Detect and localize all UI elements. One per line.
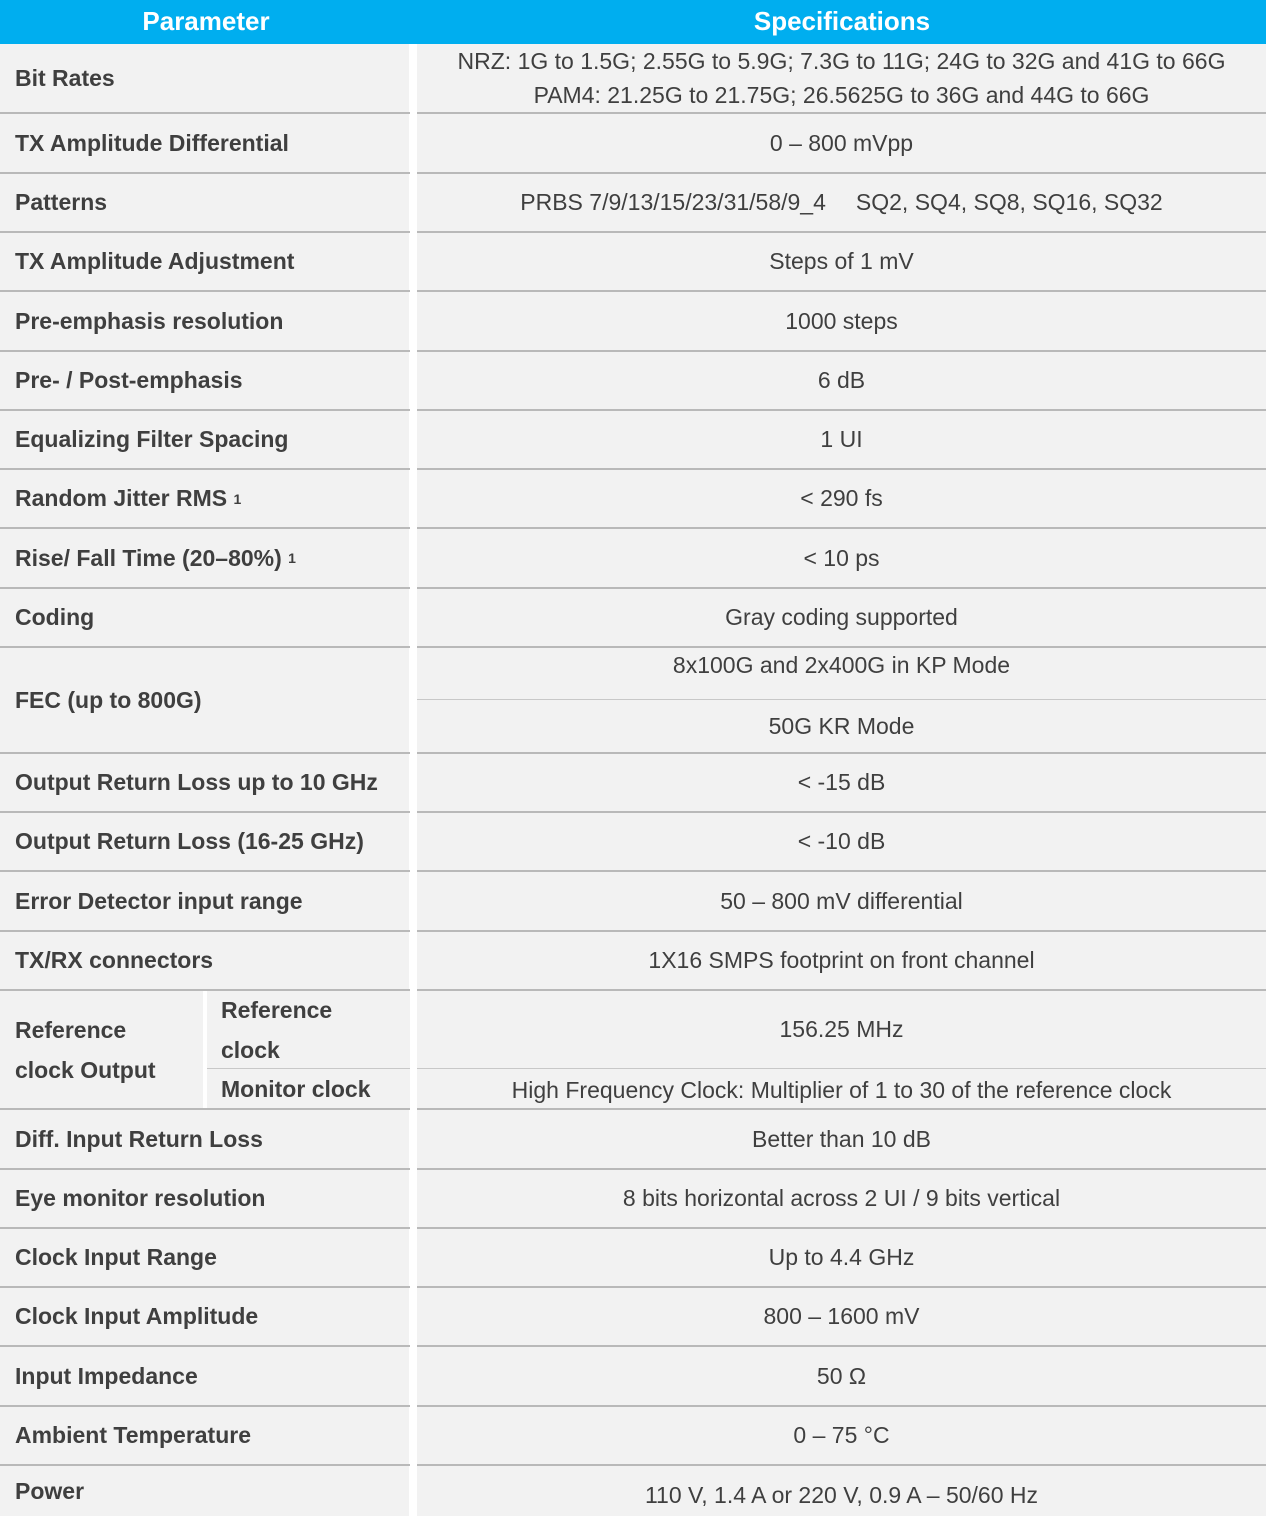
spec-value: Gray coding supported — [725, 604, 958, 630]
param-label: Input Impedance — [15, 1362, 198, 1389]
spec-value: 50 – 800 mV differential — [720, 887, 963, 914]
param-label: Clock Input Amplitude — [15, 1303, 259, 1329]
spec-pre-emphasis-resolution — [417, 292, 1266, 350]
spec-equalizing-filter-spacing — [417, 411, 1266, 468]
param-label: clock Output — [15, 1056, 156, 1083]
param-label: Power — [15, 1477, 85, 1504]
spec-value: 1 UI — [820, 426, 863, 452]
param-label: Pre- / Post-emphasis — [15, 367, 243, 393]
param-bit-rates — [0, 44, 409, 112]
spec-fec-kp — [417, 648, 1266, 699]
param-label: Coding — [15, 604, 95, 630]
param-label: Output Return Loss up to 10 GHz — [15, 769, 378, 795]
param-label: Ambient Temperature — [15, 1422, 252, 1448]
param-patterns — [0, 174, 409, 231]
spec-line: PAM4: 21.25G to 21.75G; 26.5625G to 36G and 44G to 66G — [533, 82, 1150, 108]
header-parameter: Parameter — [142, 6, 270, 36]
param-label: Reference — [15, 1016, 127, 1043]
header-specifications: Specifications — [753, 6, 931, 36]
spec-diff-input-return-loss — [417, 1110, 1266, 1168]
param-eye-monitor-resolution — [0, 1170, 409, 1227]
param-error-detector-input-range — [0, 872, 409, 930]
spec-tx-amplitude-differential — [417, 114, 1266, 172]
spec-power — [417, 1466, 1266, 1516]
param-random-jitter-rms — [0, 470, 409, 527]
param-output-return-loss-10ghz — [0, 754, 409, 811]
spec-value: 8 bits horizontal across 2 UI / 9 bits vertical — [622, 1185, 1061, 1211]
param-label: Bit Rates — [15, 64, 115, 91]
param-power — [0, 1466, 409, 1516]
param-output-return-loss-16-25ghz — [0, 813, 409, 870]
spec-value: SQ2, SQ4, SQ8, SQ16, SQ32 — [855, 189, 1163, 215]
param-ambient-temperature — [0, 1407, 409, 1464]
param-label: Rise/ Fall Time (20–80%) — [15, 544, 282, 571]
param-label: TX Amplitude Differential — [15, 129, 289, 156]
sub-param-monitor-clock — [207, 1069, 410, 1108]
footnote-marker: 1 — [288, 550, 296, 566]
footnote-marker: 1 — [233, 490, 242, 507]
spec-value: 50G KR Mode — [768, 712, 915, 739]
param-label: Output Return Loss (16-25 GHz) — [15, 828, 364, 854]
spec-value: 0 – 800 mVpp — [769, 129, 914, 156]
spec-value: Steps of 1 mV — [769, 248, 914, 274]
sub-param-reference-clock — [207, 991, 410, 1068]
param-reference-clock-output — [0, 991, 203, 1108]
spec-value: 1000 steps — [785, 307, 898, 334]
param-label: Clock Input Range — [15, 1244, 217, 1270]
spec-clock-input-range — [417, 1229, 1266, 1286]
sub-param-label: Monitor clock — [221, 1075, 371, 1102]
spec-input-impedance — [417, 1347, 1266, 1405]
spec-value: 6 dB — [817, 367, 866, 393]
param-label: Diff. Input Return Loss — [15, 1125, 263, 1152]
param-label: Error Detector input range — [15, 887, 303, 914]
spec-value: < 10 ps — [803, 544, 880, 571]
param-tx-amplitude-adjustment — [0, 233, 409, 290]
spec-rise-fall-time — [417, 529, 1266, 587]
param-label: Eye monitor resolution — [15, 1185, 266, 1211]
spec-value: 800 – 1600 mV — [763, 1303, 920, 1329]
spec-value: < -10 dB — [797, 828, 886, 854]
param-clock-input-range — [0, 1229, 409, 1286]
spec-output-return-loss-10ghz — [417, 754, 1266, 811]
spec-line: NRZ: 1G to 1.5G; 2.55G to 5.9G; 7.3G to 11G; 24G to 32G and 41G to 66G — [457, 48, 1226, 74]
spec-error-detector-input-range — [417, 872, 1266, 930]
param-label: Random Jitter RMS — [15, 485, 228, 511]
spec-value: High Frequency Clock: Multiplier of 1 to 30 of the reference clock — [511, 1077, 1172, 1103]
spec-clock-input-amplitude — [417, 1288, 1266, 1345]
param-input-impedance — [0, 1347, 409, 1405]
param-rise-fall-time — [0, 529, 409, 587]
spec-value: Up to 4.4 GHz — [768, 1244, 915, 1270]
spec-random-jitter-rms — [417, 470, 1266, 527]
spec-output-return-loss-16-25ghz — [417, 813, 1266, 870]
sub-param-label: clock — [221, 1036, 280, 1063]
spec-reference-clock — [417, 991, 1266, 1068]
spec-value: < -15 dB — [797, 769, 886, 795]
param-label: Patterns — [15, 189, 108, 215]
spec-coding — [417, 589, 1266, 646]
param-equalizing-filter-spacing — [0, 411, 409, 468]
param-label: Pre-emphasis resolution — [15, 307, 284, 334]
spec-eye-monitor-resolution — [417, 1170, 1266, 1227]
spec-value: 8x100G and 2x400G in KP Mode — [672, 652, 1011, 678]
spec-patterns — [417, 174, 1266, 231]
param-pre-post-emphasis — [0, 352, 409, 409]
spec-bit-rates — [417, 44, 1266, 112]
spec-value: 156.25 MHz — [779, 1016, 904, 1042]
spec-pre-post-emphasis — [417, 352, 1266, 409]
spec-ambient-temperature — [417, 1407, 1266, 1464]
param-coding — [0, 589, 409, 646]
param-label: Equalizing Filter Spacing — [15, 426, 289, 452]
spec-tx-amplitude-adjustment — [417, 233, 1266, 290]
param-clock-input-amplitude — [0, 1288, 409, 1345]
spec-value: 50 Ω — [816, 1362, 867, 1389]
spec-value: < 290 fs — [800, 485, 883, 511]
param-label: FEC (up to 800G) — [15, 686, 202, 713]
spec-value: 0 – 75 °C — [793, 1422, 890, 1448]
spec-tx-rx-connectors — [417, 932, 1266, 989]
param-label: TX/RX connectors — [15, 947, 214, 973]
spec-monitor-clock — [417, 1069, 1266, 1108]
param-pre-emphasis-resolution — [0, 292, 409, 350]
spec-value: Better than 10 dB — [751, 1125, 931, 1152]
table-header — [0, 0, 1266, 44]
param-fec — [0, 648, 409, 752]
param-tx-rx-connectors — [0, 932, 409, 989]
param-label: TX Amplitude Adjustment — [15, 248, 295, 274]
spec-value: 110 V, 1.4 A or 220 V, 0.9 A – 50/60 Hz — [644, 1481, 1039, 1508]
sub-param-label: Reference — [221, 996, 333, 1023]
spec-fec-kr — [417, 700, 1266, 752]
spec-value: PRBS 7/9/13/15/23/31/58/9_4 — [520, 189, 826, 215]
spec-value: 1X16 SMPS footprint on front channel — [648, 947, 1035, 973]
param-diff-input-return-loss — [0, 1110, 409, 1168]
param-tx-amplitude-differential — [0, 114, 409, 172]
